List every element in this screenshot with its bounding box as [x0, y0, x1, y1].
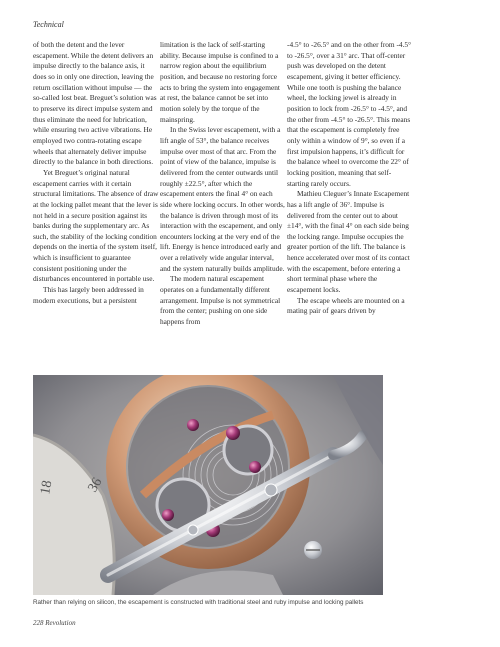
paragraph: The modern natural escapement operates on a fundamentally different arrangement. Impulse is not symmetrical from the center; pushing on one side happens from — [160, 274, 281, 327]
paragraph: -4.5° to -26.5° and on the other from -4.5° to -26.5°, over a 31° arc. That off-center push was developed on the detent escapement, giving it better efficiency. While one tooth is pushing the balance wheel, the locking jewel is already in position to lock from -26.5° to -4.5°, and the other from -4.5° to -26.5°. This means that the escapement is completely free only within a window of 9°, so even if a first impulsion happens, it’s difficult for the balance wheel to overcome the 22° of locking position, meaning that self-starting rarely occurs. — [287, 40, 412, 188]
ruby-jewel — [162, 509, 174, 521]
text-column-2 — [160, 40, 286, 328]
paragraph: of both the detent and the lever escapement. While the detent delivers an impulse directly to the balance axis, it does so in only one direction, leaving the return oscillation without impulse — the so-called lost beat. Breguet’s solution was to preserve its direct impulse system and thus eliminate the need for lubrication, while ensuring two active vibrations. He employed two contra-rotating escape wheels that alternately deliver impulse directly to the balance in both directions. — [33, 40, 157, 167]
dial-numeral: 36 — [85, 475, 106, 495]
page-folio: 228 Revolution — [33, 619, 76, 627]
escapement-photo — [33, 375, 383, 595]
text-column-3 — [287, 40, 413, 317]
paragraph: This has largely been addressed in modern executions, but a persistent — [33, 285, 144, 305]
ruby-jewel — [187, 419, 199, 431]
paragraph: In the Swiss lever escapement, with a lift angle of 53°, the balance receives impulse over most of that arc. From the point of view of the balance, impulse is delivered from the center outwards until roughly ±22.5°, after which the escapement enters the final 4° on each side where locking occurs. In other words, the balance is driven through most of its interaction with the escapement, and only encounters locking at the very end of the lift. Energy is hence introduced early and over a relatively wide angular interval, and the system naturally builds amplitude. — [160, 125, 285, 273]
ruby-jewel — [226, 426, 240, 440]
paragraph: limitation is the lack of self-starting ability. Because impulse is confined to a narrow region about the equilibrium position, and because no restoring force acts to bring the system into engagement at rest, the balance cannot be set into motion solely by the torque of the mainspring. — [160, 40, 280, 124]
section-label: Technical — [33, 20, 64, 29]
paragraph: Yet Breguet’s original natural escapement carries with it certain structural limitations. The absence of draw at the locking pallet meant that the lever is not held in a secure position against its banks during the supplementary arc. As such, the stability of the locking condition depends on the inertia of the system itself, which is insufficient to guarantee consistent positioning under the disturbances encountered in portable use. — [33, 167, 159, 284]
ruby-jewel — [249, 461, 261, 473]
paragraph: The escape wheels are mounted on a mating pair of gears driven by — [287, 295, 405, 316]
text-column-1 — [33, 40, 159, 306]
dial-numeral: 18 — [38, 479, 56, 496]
paragraph: Mathieu Cleguer’s Innate Escapement has a lift angle of 36°. Impulse is delivered from the center out to about ±14°, with the final 4° on each side being the locking range. Impulse occupies the greater portion of the lift. The balance is hence accelerated over most of its contact with the escapement, before entering a short terminal phase where the escapement locks. — [287, 189, 410, 295]
photo-caption: Rather than relying on silicon, the escapement is constructed with traditional steel and ruby impulse and locking pallets — [33, 599, 364, 606]
escapement-illustration — [33, 375, 383, 595]
